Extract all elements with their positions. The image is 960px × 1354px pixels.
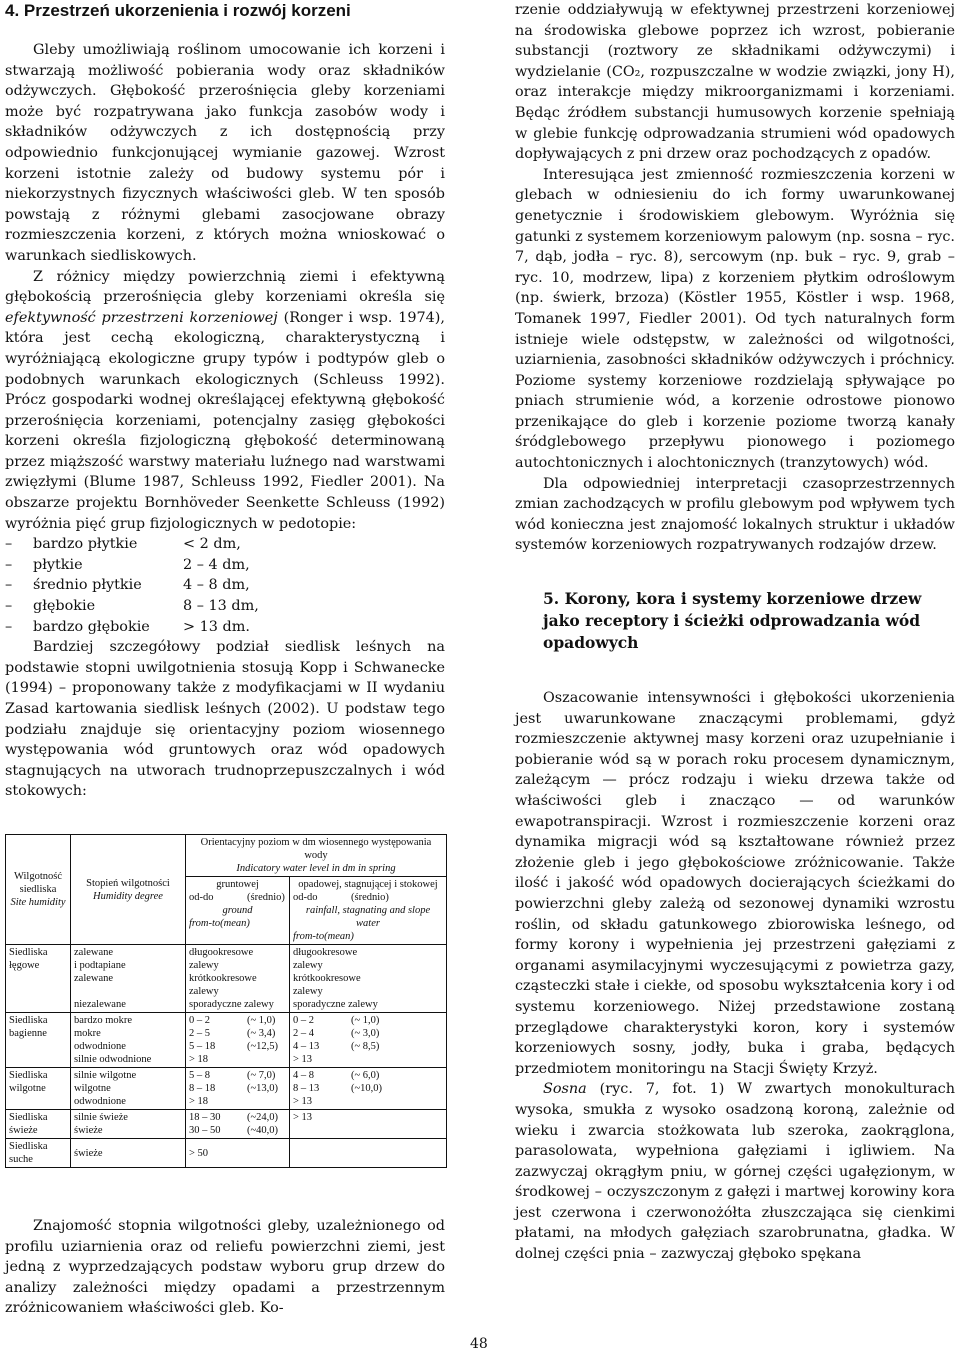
paragraph: Interesująca jest zmienność rozmieszczenia korzeni w glebach w odniesieniu do ich formy uwarunkowanej genetycznie i środowiskiem glebowym. Wyróżnia się gatunki z systemem korzeniowym palowym (np. sosna – ryc. 7, dąb, jodła – ryc. 8), sercowym (np. buk – ryc. 9, grab – ryc. 10, modrzew, lipa) z korzeniem płytkim odroślowym (np. świerk, brzoza) (Köstler 1955, Köstler i wsp. 1968, Tomanek 1997, Fiedler 2001). Od tych naturalnych form istnieje wiele odstępstw, w zależności od wilgotności, uziarnienia, zasobności składników odżywczych i próchnicy. Poziome systemy korzeniowe rozdzielają spływające po pniach strumienie wód, a korzenie odrostowe pionowo przenikające do gleb i korzenie poziome tworzą kanały śródglebowego przepływu pionowego i poziomego autochtonicznych i alochtonicznych (tranzytowych) wód. [515,166,955,472]
table-header-site: Wilgotność siedliska Site humidity [6,835,71,945]
table-header-ground: gruntowej od-do (średnio) ground from-to (mean) [186,877,290,945]
table-header-water-level: Orientacyjny poziom w dm wiosennego występowania wody Indicatory water level in dm in spring [186,835,447,877]
table-row: Siedliska bagienne bardzo mokre mokre odwodnione silnie odwodnione 0 – 2 (~ 1,0) 2 – 5 (~ 3,4) 5 – 18 (~12,5) > 18 0 – 2 (~ 1,0) 2 – 4 (~ 3,0) 4 – 13 (~ 8,5) > 13 [6,1013,447,1068]
paragraph: Oszacowanie intensywności i głębokości ukorzenienia jest uwarunkowane znaczącymi problemami, gdyż rozmieszczenie aktywnej masy korzeni oraz uzupełnianie i pobieranie wód są w porach roku procesem dynamicznym, zależącym — prócz rodzaju i wieku drzewa także od właściwości gleb i znacząco — od warunków ewapotranspiracji. Wzrost i rozmieszczenie korzeni oraz dynamika migracji wód są kształtowane również przez złożenie gleb i jego głębokościowe zróżnicowanie. Także ilość i jakość wód opadowych docierających ścieżkami do powierzchni gleby zależą od sezonowej dynamiki wzrostu roślin, od składu gatunkowego zbiorowiska leśnego, od formy korony i wypełnienia jej przestrzeni gałęziami z organami asymilacyjnymi wyczesującymi z powietrza gazy, cząsteczki stałe i ciekłe, od sposobu wykształcenia kory i od systemu korzeniowego. Niżej przedstawione zostaną przeglądowe charakterystyki koron, kory i systemów korzeniowych sosny, jodły, buka i graba, będących przedmiotem monitoringu na Stacji Święty Krzyż. [515,690,955,1077]
list-item: – bardzo głębokie > 13 dm. [5,618,250,635]
list-item: – bardzo płytkie < 2 dm, [5,536,241,553]
table-header-rainfall: opadowej, stagnującej i stokowej od-do (średnio) rainfall, stagnating and slope water from-to (mean) [289,877,446,945]
paragraph: rzenie oddziaływują w efektywnej przestrzeni korzeniowej na środowiska glebowe poprzez ich wzrost, pobieranie substancji (roztwory ze składnikami odżywczymi) i wydzielanie (CO₂, rozpuszczalne w wodzie związki, jony H), oraz interakcje między mikroorganizmami i korzeniami. Będąc źródłem substancji humusowych korzenie spełniają w glebie funkcję odprowadzania strumieni wód opadowych dopływających z pni drzew oraz pochodzących z opadów. [515,2,955,163]
table-row: Siedliska łęgowe zalewane i podtapiane zalewane niezalewane długookresowe zalewy krótkookresowe zalewy sporadyczne zalewy długookresowe zalewy krótkookresowe zalewy sporadyczne zalewy [6,945,447,1013]
list-item: – średnio płytkie 4 – 8 dm, [5,577,250,594]
humidity-table [5,834,447,1168]
paragraph: Sosna (ryc. 7, fot. 1) W zwartych monokulturach wysoka, smukła z wysoko osadzoną koroną, zależnie od wieku i zwarcia stożkowata lub szeroka, zaokrąglona, parasolowata, wypełniona gałęziami i igliwiem. Na zazwyczaj okrągłym pniu, w górnej części ugałęzionym, w środkowej – oczyszczonym z gałęzi i martwej korowiny kora jest czerwona i czerwonożółta złuszczająca się cienkimi płatami, na młodych gałęziach szarobrunatna, gładka. W dolnej części pnia – zazwyczaj głęboko spękana [515,1081,955,1263]
table-header-degree: Stopień wilgotności Humidity degree [71,835,186,945]
table-row: Siedliska świeże silnie świeże świeże 18 – 30 (~24,0) 30 – 50 (~40,0) > 13 [6,1110,447,1139]
paragraph-continuation: Znajomość stopnia wilgotności gleby, uzależnionego od profilu uziarnienia oraz od reliefu powierzchni ziemi, jest jedną z wyprzedzających podstaw wyboru grup drzew do analizy zależności między opadami a przestrzennym zróżnicowaniem właściwości gleb. Ko- [5,1218,445,1317]
list-item: – głębokie 8 – 13 dm, [5,598,259,615]
paragraph: Dla odpowiedniej interpretacji czasoprzestrzennych zmian zachodzących w profilu glebowym pod wpływem tych wód konieczna jest znajomość lokalnych struktur i układów systemów korzeniowych rozpatrywanych rodzajów drzew. [515,475,955,554]
left-column [5,0,445,802]
right-column [515,0,955,1265]
depth-group-list [5,534,445,637]
paragraph: Gleby umożliwiają roślinom umocowanie ich korzeni i stwarzają możliwość pobierania wody oraz składników odżywczych. Głębokość przerośnięcia gleby korzeniami może być rozpatrywana jako funkcja zasobów wody i składników odżywczych z ich dostępnością przy odpowiednio funkcjonującej wymianie gazowej. Wzrost korzeni istotnie zależy od budowy systemu pór i niekorzystnych fizycznych właściwości gleb. W ten sposób powstają z różnymi glebami zasocjowane obrazy rozmieszczenia korzeni, z których można wnioskować o warunkach siedliskowych. [5,42,445,264]
section-title-5: 5. Korony, kora i systemy korzeniowe drzew jako receptory i ścieżki odprowadzania wód opadowych [543,589,922,653]
list-item: – płytkie 2 – 4 dm, [5,556,250,573]
table-row: Siedliska suche świeże > 50 [6,1139,447,1168]
section-title-4: 4. Przestrzeń ukorzenienia i rozwój korzeni [5,1,351,20]
paragraph: Bardziej szczegółowy podział siedlisk leśnych na podstawie stopni uwilgotnienia stosują Kopp i Schwanecke (1994) – proponowany także z modyfikacjami w II wydaniu Zasad kartowania siedlisk leśnych (2002). U podstaw tego podziału znajduje się orientacyjny poziom wiosennego występowania wód gruntowych oraz wód opadowych stagnujących na utworach trudnoprzepuszczalnych i wód stokowych: [5,639,445,800]
paragraph: Z różnicy między powierzchnią ziemi i efektywną głębokością przerośnięcia gleby korzeniami określa się efektywność przestrzeni korzeniowej (Ronger i wsp. 1974), która jest cechą ekologiczną, charakterystyczną i wyróżniającą ekologiczne grupy typów i podtypów gleb o podobnych warunkach ekologicznych (Schleuss 1992). Prócz gospodarki wodnej określającej efektywną głębokość przerośnięcia korzeniami, potencjalny zasięg głębokości korzeni określa fizjologiczną głębokość determinowaną przez miąższość warstwy materiału luźnego nad warstwami zwięzłymi (Blume 1987, Schleuss 1992, Fiedler 2001). Na obszarze projektu Bornhöveder Seenkette Schleuss (1992) wyróżnia pięć grup fizjologicznych w pedotopie: [5,268,445,532]
table-row: Siedliska wilgotne silnie wilgotne wilgotne odwodnione 5 – 8 (~ 7,0) 8 – 18 (~13,0) > 18 4 – 8 (~ 6,0) 8 – 13 (~10,0) > 13 [6,1068,447,1110]
page-number: 48 [470,1336,488,1352]
